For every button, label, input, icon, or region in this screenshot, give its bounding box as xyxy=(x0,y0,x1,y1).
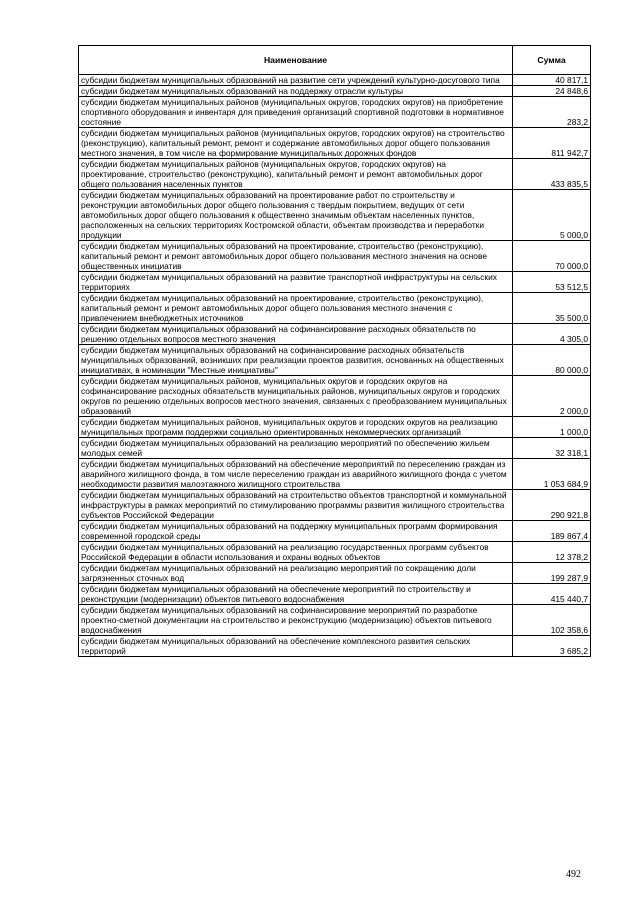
row-name-cell: субсидии бюджетам муниципальных районов (муниципальных округов, городских округов) на строительство (реконструкцию), капитальный ремонт, ремонт и содержание автомобильных дорог общего пользования местного значения, в том числе на формирование муниципальных дорожных фондов xyxy=(79,128,513,159)
subsidies-table xyxy=(78,45,591,657)
table-row xyxy=(79,376,591,417)
row-name-cell: субсидии бюджетам муниципальных образований на поддержку отрасли культуры xyxy=(79,86,513,97)
table-row xyxy=(79,159,591,190)
row-name-cell: субсидии бюджетам муниципальных образований на реализацию мероприятий по обеспечению жильем молодых семей xyxy=(79,438,513,459)
row-sum-cell: 4 305,0 xyxy=(513,324,591,345)
row-name-cell: субсидии бюджетам муниципальных образований на строительство объектов транспортной и коммунальной инфраструктуры в рамках мероприятий по стимулированию программы развития жилищного строительства субъектов Российской Федерации xyxy=(79,490,513,521)
row-name-cell: субсидии бюджетам муниципальных районов (муниципальных округов, городских округов) на проектирование, строительство (реконструкцию), капитальный ремонт и ремонт автомобильных дорог общего пользования населенных пунктов xyxy=(79,159,513,190)
row-sum-cell: 70 000,0 xyxy=(513,241,591,272)
table-row xyxy=(79,417,591,438)
row-name-cell: субсидии бюджетам муниципальных образований на проектирование, строительство (реконструкцию), капитальный ремонт и ремонт автомобильных дорог общего пользования местного значения на основе общественных инициатив xyxy=(79,241,513,272)
row-name-cell: субсидии бюджетам муниципальных образований на проектирование работ по строительству и реконструкции автомобильных дорог общего пользования с твердым покрытием, ведущих от сети автомобильных дорог общего пользования к общественно значимым объектам населенных пунктов, расположенных на сельских территориях Костромской области, объектам производства и переработки продукции xyxy=(79,190,513,241)
table-row xyxy=(79,272,591,293)
row-sum-cell: 102 358,6 xyxy=(513,605,591,636)
table-row xyxy=(79,521,591,542)
table-header-row xyxy=(79,46,591,75)
row-name-cell: субсидии бюджетам муниципальных районов (муниципальных округов, городских округов) на приобретение спортивного оборудования и инвентаря для приведения организаций спортивной подготовки в нормативное состояние xyxy=(79,97,513,128)
column-header-sum: Сумма xyxy=(513,46,591,75)
table-row xyxy=(79,75,591,86)
row-name-cell: субсидии бюджетам муниципальных образований на софинансирование расходных обязательств муниципальных образований, возникших при реализации проектов развития, основанных на общественных инициативах, в номинации "Местные инициативы" xyxy=(79,345,513,376)
row-sum-cell: 53 512,5 xyxy=(513,272,591,293)
row-sum-cell: 12 378,2 xyxy=(513,542,591,563)
row-name-cell: субсидии бюджетам муниципальных районов, муниципальных округов и городских округов на реализацию муниципальных программ поддержки социально ориентированных некоммерческих организаций xyxy=(79,417,513,438)
row-sum-cell: 811 942,7 xyxy=(513,128,591,159)
row-name-cell: субсидии бюджетам муниципальных образований на софинансирование расходных обязательств по решению отдельных вопросов местного значения xyxy=(79,324,513,345)
table-row xyxy=(79,438,591,459)
row-sum-cell: 1 000,0 xyxy=(513,417,591,438)
row-name-cell: субсидии бюджетам муниципальных образований на реализацию мероприятий по сокращению доли загрязненных сточных вод xyxy=(79,563,513,584)
row-sum-cell: 1 053 684,9 xyxy=(513,459,591,490)
row-sum-cell: 199 287,9 xyxy=(513,563,591,584)
table-row xyxy=(79,293,591,324)
row-name-cell: субсидии бюджетам муниципальных образований на развитие транспортной инфраструктуры на сельских территориях xyxy=(79,272,513,293)
table-row xyxy=(79,584,591,605)
row-name-cell: субсидии бюджетам муниципальных образований на софинансирование мероприятий по разработке проектно-сметной документации на строительство и реконструкцию (модернизацию) объектов питьевого водоснабжения xyxy=(79,605,513,636)
page-number: 492 xyxy=(566,869,581,880)
row-sum-cell: 433 835,5 xyxy=(513,159,591,190)
row-name-cell: субсидии бюджетам муниципальных образований на обеспечение комплексного развития сельских территорий xyxy=(79,636,513,657)
row-sum-cell: 290 921,8 xyxy=(513,490,591,521)
row-name-cell: субсидии бюджетам муниципальных образований на поддержку муниципальных программ формирования современной городской среды xyxy=(79,521,513,542)
row-sum-cell: 40 817,1 xyxy=(513,75,591,86)
row-sum-cell: 80 000,0 xyxy=(513,345,591,376)
table-row xyxy=(79,345,591,376)
table-row xyxy=(79,636,591,657)
row-sum-cell: 5 000,0 xyxy=(513,190,591,241)
row-sum-cell: 35 500,0 xyxy=(513,293,591,324)
row-sum-cell: 415 440,7 xyxy=(513,584,591,605)
row-sum-cell: 24 848,6 xyxy=(513,86,591,97)
table-row xyxy=(79,542,591,563)
row-sum-cell: 189 867,4 xyxy=(513,521,591,542)
table-row xyxy=(79,324,591,345)
row-name-cell: субсидии бюджетам муниципальных образований на проектирование, строительство (реконструкцию), капитальный ремонт и ремонт автомобильных дорог общего пользования местного значения с привлечением внебюджетных источников xyxy=(79,293,513,324)
row-sum-cell: 32 318,1 xyxy=(513,438,591,459)
row-sum-cell: 283,2 xyxy=(513,97,591,128)
table-row xyxy=(79,563,591,584)
table-row xyxy=(79,459,591,490)
table-row xyxy=(79,190,591,241)
table-row xyxy=(79,490,591,521)
column-header-name: Наименование xyxy=(79,46,513,75)
row-name-cell: субсидии бюджетам муниципальных образований на обеспечение мероприятий по переселению граждан из аварийного жилищного фонда, в том числе переселению граждан из аварийного жилищного фонда с учетом необходимости развития малоэтажного жилищного строительства xyxy=(79,459,513,490)
table-row xyxy=(79,97,591,128)
row-name-cell: субсидии бюджетам муниципальных образований на обеспечение мероприятий по строительству и реконструкции (модернизации) объектов питьевого водоснабжения xyxy=(79,584,513,605)
table-row xyxy=(79,86,591,97)
row-name-cell: субсидии бюджетам муниципальных районов, муниципальных округов и городских округов на софинансирование расходных обязательств муниципальных районов, муниципальных округов и городских округов по решению отдельных вопросов местного значения, связанных с преобразованием муниципальных образований xyxy=(79,376,513,417)
row-name-cell: субсидии бюджетам муниципальных образований на развитие сети учреждений культурно-досугового типа xyxy=(79,75,513,86)
table-row xyxy=(79,128,591,159)
row-sum-cell: 2 000,0 xyxy=(513,376,591,417)
table-row xyxy=(79,241,591,272)
table-row xyxy=(79,605,591,636)
table-body xyxy=(79,75,591,657)
row-sum-cell: 3 685,2 xyxy=(513,636,591,657)
row-name-cell: субсидии бюджетам муниципальных образований на реализацию государственных программ субъектов Российской Федерации в области использования и охраны водных объектов xyxy=(79,542,513,563)
